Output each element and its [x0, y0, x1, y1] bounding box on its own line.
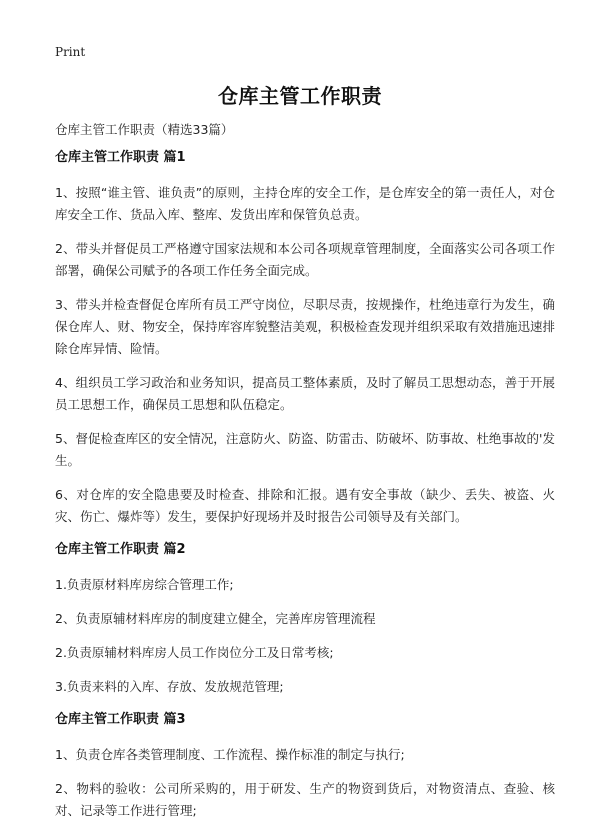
- section-1: [55, 148, 555, 528]
- document-subtitle: 仓库主管工作职责（精选33篇）: [55, 122, 234, 137]
- paragraph: 1、按照“谁主管、谁负责”的原则，主持仓库的安全工作，是仓库安全的第一责任人，对仓库安全工作、货品入库、整库、发货出库和保管负总责。: [55, 185, 555, 222]
- paragraph: 4、组织员工学习政治和业务知识，提高员工整体素质，及时了解员工思想动态，善于开展员工思想工作，确保员工思想和队伍稳定。: [55, 375, 555, 412]
- document-body: [55, 148, 555, 834]
- paragraph: 2.负责原辅材料库房人员工作岗位分工及日常考核;: [55, 645, 334, 660]
- paragraph: 2、物料的验收：公司所采购的，用于研发、生产的物资到货后，对物资清点、查验、核对、记录等工作进行管理;: [55, 781, 555, 818]
- paragraph: 2、带头并督促员工严格遵守国家法规和本公司各项规章管理制度，全面落实公司各项工作部署，确保公司赋予的各项工作任务全面完成。: [55, 241, 555, 278]
- paragraph: 1、负责仓库各类管理制度、工作流程、操作标准的制定与执行;: [55, 747, 405, 762]
- section-heading: 仓库主管工作职责 篇1: [55, 150, 186, 165]
- paragraph: 6、对仓库的安全隐患要及时检查、排除和汇报。遇有安全事故（缺少、丢失、被盗、火灾、伤亡、爆炸等）发生，要保护好现场并及时报告公司领导及有关部门。: [55, 487, 555, 524]
- page-title: 仓库主管工作职责: [218, 84, 382, 108]
- section-2: [55, 540, 555, 698]
- paragraph: 5、督促检查库区的安全情况，注意防火、防盗、防雷击、防破坏、防事故、杜绝事故的'发生。: [55, 431, 555, 468]
- paragraph: 1.负责原材料库房综合管理工作;: [55, 577, 234, 592]
- section-heading: 仓库主管工作职责 篇3: [55, 712, 186, 727]
- paragraph: 3.负责来料的入库、存放、发放规范管理;: [55, 679, 284, 694]
- section-3: [55, 710, 555, 822]
- section-heading: 仓库主管工作职责 篇2: [55, 542, 186, 557]
- paragraph: 3、带头并检查督促仓库所有员工严守岗位，尽职尽责，按规操作，杜绝违章行为发生，确保仓库人、财、物安全，保持库容库貌整洁美观，积极检查发现并组织采取有效措施迅速排除仓库异情、险情。: [55, 297, 556, 356]
- print-label: Print: [55, 45, 86, 59]
- paragraph: 2、负责原辅材料库房的制度建立健全，完善库房管理流程: [55, 611, 376, 626]
